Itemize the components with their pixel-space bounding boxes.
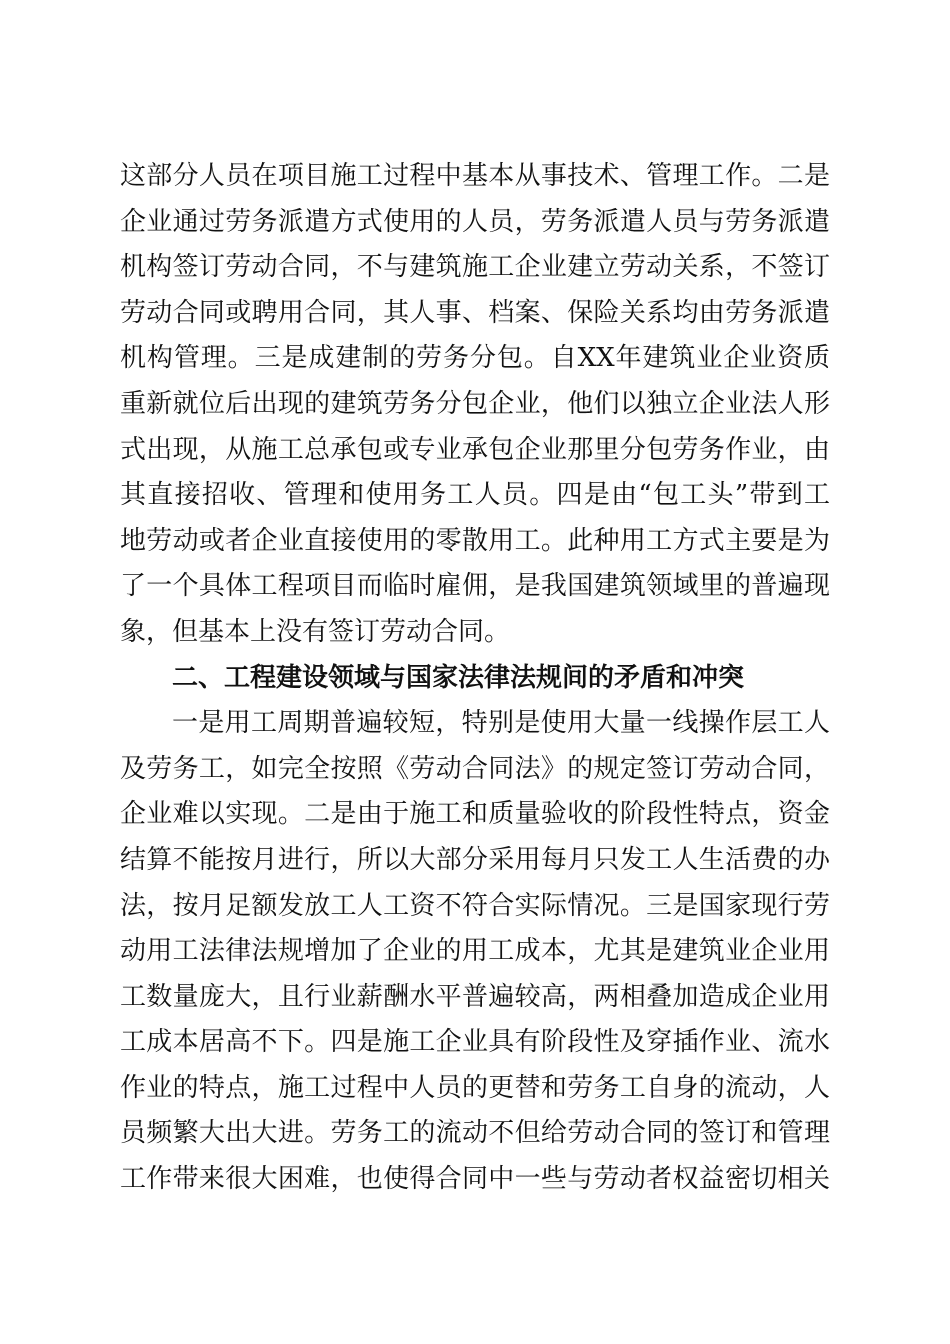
text-line: 地劳动或者企业直接使用的零散用工。此种用工方式主要是为 (120, 525, 830, 556)
text-line: 了一个具体工程项目而临时雇佣，是我国建筑领域里的普遍现 (120, 571, 830, 602)
text-line: 一是用工周期普遍较短，特别是使用大量一线操作层工人 (172, 708, 830, 739)
text-line: 式出现，从施工总承包或专业承包企业那里分包劳务作业，由 (120, 434, 830, 465)
text-line: 及劳务工，如完全按照《劳动合同法》的规定签订劳动合同， (120, 753, 830, 784)
text-line: 企业难以实现。二是由于施工和质量验收的阶段性特点，资金 (120, 799, 830, 830)
text-line: 法，按月足额发放工人工资不符合实际情况。三是国家现行劳 (120, 890, 830, 921)
text-line: 劳动合同或聘用合同，其人事、档案、保险关系均由劳务派遣 (120, 297, 830, 328)
text-line: 工作带来很大困难，也使得合同中一些与劳动者权益密切相关 (120, 1164, 830, 1195)
text-line: 这部分人员在项目施工过程中基本从事技术、管理工作。二是 (120, 161, 830, 191)
body-text (120, 154, 830, 1203)
text-line: 其直接招收、管理和使用务工人员。四是由“包工头”带到工 (120, 480, 830, 511)
text-line: 员频繁大出大进。劳务工的流动不但给劳动合同的签订和管理 (120, 1118, 830, 1149)
text-line: 结算不能按月进行，所以大部分采用每月只发工人生活费的办 (120, 844, 830, 875)
text-line: 企业通过劳务派遣方式使用的人员，劳务派遣人员与劳务派遣 (120, 206, 830, 237)
text-line: 作业的特点，施工过程中人员的更替和劳务工自身的流动，人 (120, 1072, 830, 1103)
text-line: 动用工法律法规增加了企业的用工成本，尤其是建筑业企业用 (120, 936, 830, 967)
text-line: 机构管理。三是成建制的劳务分包。自XX年建筑业企业资质 (120, 343, 830, 374)
text-line: 机构签订劳动合同，不与建筑施工企业建立劳动关系，不签订 (120, 252, 830, 283)
text-line: 工数量庞大，且行业薪酬水平普遍较高，两相叠加造成企业用 (120, 981, 830, 1012)
text-line: 重新就位后出现的建筑劳务分包企业，他们以独立企业法人形 (120, 388, 830, 419)
section-heading: 二、工程建设领域与国家法律法规间的矛盾和冲突 (172, 662, 745, 693)
text-line: 象，但基本上没有签订劳动合同。 (120, 616, 511, 647)
text-line: 工成本居高不下。四是施工企业具有阶段性及穿插作业、流水 (120, 1027, 830, 1058)
